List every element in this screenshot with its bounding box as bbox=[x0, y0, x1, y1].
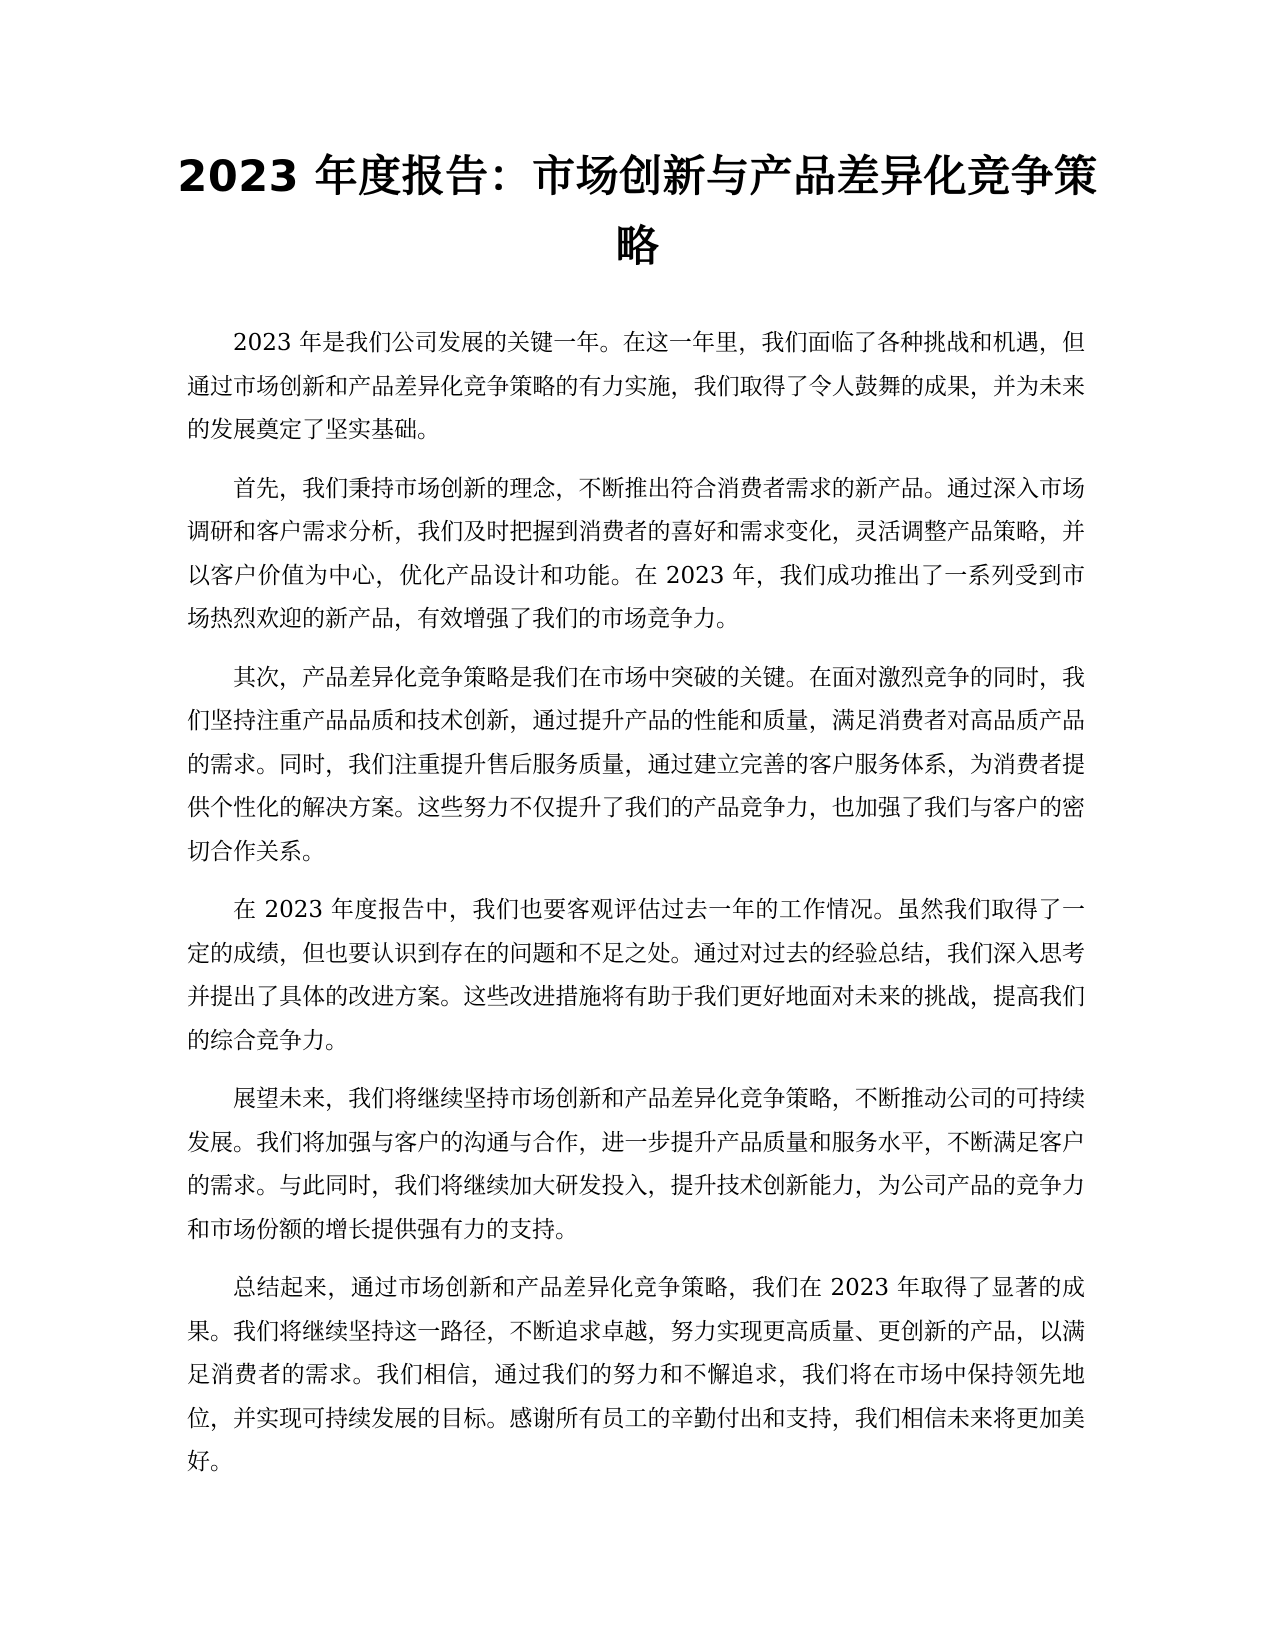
paragraph-intro: 2023 年是我们公司发展的关键一年。在这一年里，我们面临了各种挑战和机遇，但通过市场创新和产品差异化竞争策略的有力实施，我们取得了令人鼓舞的成果，并为未来的发展奠定了坚实基础。 bbox=[187, 330, 1085, 443]
paragraph-review: 在 2023 年度报告中，我们也要客观评估过去一年的工作情况。虽然我们取得了一定的成绩，但也要认识到存在的问题和不足之处。通过对过去的经验总结，我们深入思考并提出了具体的改进方案。这些改进措施将有助于我们更好地面对未来的挑战，提高我们的综合竞争力。 bbox=[187, 897, 1085, 1054]
paragraph-conclusion: 总结起来，通过市场创新和产品差异化竞争策略，我们在 2023 年取得了显著的成果。我们将继续坚持这一路径，不断追求卓越，努力实现更高质量、更创新的产品，以满足消费者的需求。我们相信，通过我们的努力和不懈追求，我们将在市场中保持领先地位，并实现可持续发展的目标。感谢所有员工的辛勤付出和支持，我们相信未来将更加美好。 bbox=[187, 1275, 1085, 1475]
document-body bbox=[187, 322, 1085, 1500]
paragraph-market-innovation: 首先，我们秉持市场创新的理念，不断推出符合消费者需求的新产品。通过深入市场调研和客户需求分析，我们及时把握到消费者的喜好和需求变化，灵活调整产品策略，并以客户价值为中心，优化产品设计和功能。在 2023 年，我们成功推出了一系列受到市场热烈欢迎的新产品，有效增强了我们的市场竞争力。 bbox=[187, 475, 1085, 632]
paragraph-product-differentiation: 其次，产品差异化竞争策略是我们在市场中突破的关键。在面对激烈竞争的同时，我们坚持注重产品品质和技术创新，通过提升产品的性能和质量，满足消费者对高品质产品的需求。同时，我们注重提升售后服务质量，通过建立完善的客户服务体系，为消费者提供个性化的解决方案。这些努力不仅提升了我们的产品竞争力，也加强了我们与客户的密切合作关系。 bbox=[187, 664, 1085, 865]
paragraph-outlook: 展望未来，我们将继续坚持市场创新和产品差异化竞争策略，不断推动公司的可持续发展。我们将加强与客户的沟通与合作，进一步提升产品质量和服务水平，不断满足客户的需求。与此同时，我们将继续加大研发投入，提升技术创新能力，为公司产品的竞争力和市场份额的增长提供强有力的支持。 bbox=[187, 1086, 1085, 1243]
document-title: 2023 年度报告：市场创新与产品差异化竞争策略 bbox=[177, 152, 1098, 272]
